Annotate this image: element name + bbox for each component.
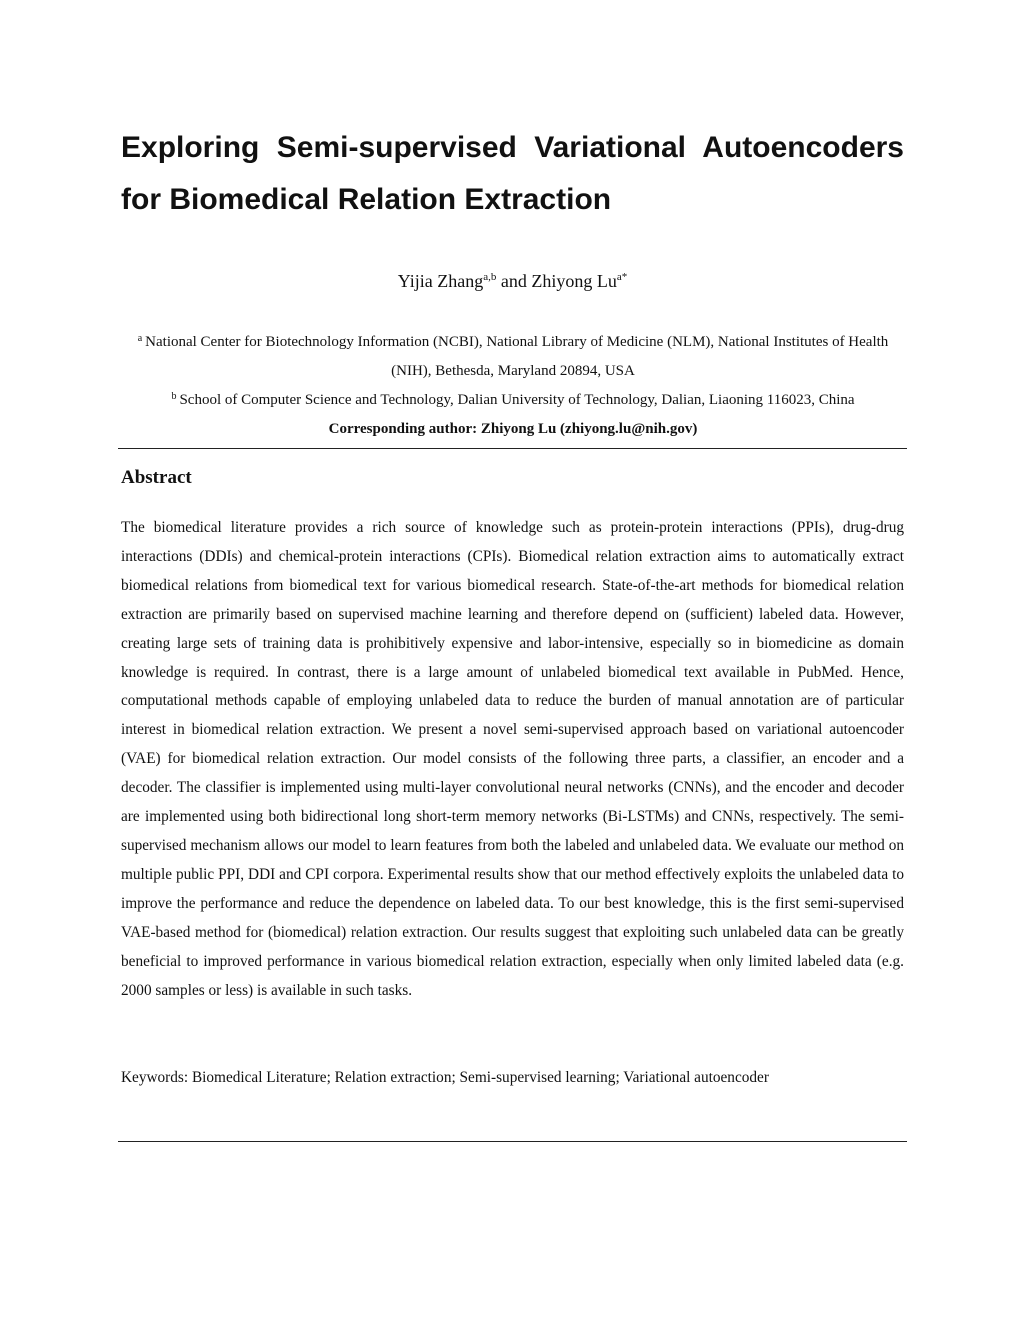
keywords-line: Keywords: Biomedical Literature; Relation extraction; Semi-supervised learning; Variational autoencoder (121, 1069, 769, 1086)
top-divider (118, 448, 907, 449)
author-connector: and (496, 271, 532, 291)
paper-title-line-1: Exploring Semi-supervised Variational Autoencoders (121, 131, 904, 164)
abstract-body: The biomedical literature provides a rich source of knowledge such as protein-protein interactions (PPIs), drug-drug interactions (DDIs) and chemical-protein interactions (CPIs). Biomedical relation extraction aims to automatically extract biomedical relations from biomedical text for various biomedical research. State-of-the-art methods for biomedical relation extraction are primarily based on supervised machine learning and therefore depend on (sufficient) labeled data. However, creating large sets of training data is prohibitively expensive and labor-intensive, especially so in biomedicine as domain knowledge is required. In contrast, there is a large amount of unlabeled biomedical text available in PubMed. Hence, computational methods capable of employing unlabeled data to reduce the burden of manual annotation are of particular interest in biomedical relation extraction. We present a novel semi-supervised approach based on variational autoencoder (VAE) for biomedical relation extraction. Our model consists of the following three parts, a classifier, an encoder and a decoder. The classifier is implemented using multi-layer convolutional neural networks (CNNs), and the encoder and decoder are implemented using both bidirectional long short-term memory networks (Bi-LSTMs) and CNNs, respectively. The semi-supervised mechanism allows our model to learn features from both the labeled and unlabeled data. We evaluate our method on multiple public PPI, DDI and CPI corpora. Experimental results show that our method effectively exploits the unlabeled data to improve the performance and reduce the dependence on labeled data. To our best knowledge, this is the first semi-supervised VAE-based method for (biomedical) relation extraction. Our results suggest that exploiting such unlabeled data can be greatly beneficial to improved performance in various biomedical relation extraction, especially when only limited labeled data (e.g. 2000 samples or less) is available in such tasks. (121, 519, 904, 999)
author-affiliation-mark-1: a,b (483, 271, 497, 283)
bottom-divider (118, 1141, 907, 1142)
affiliation-marker-b: b (171, 391, 177, 402)
paper-title-line-2: for Biomedical Relation Extraction (121, 183, 612, 216)
affiliation-marker-a: a (137, 333, 143, 344)
affiliation-text-a: National Center for Biotechnology Information (NCBI), National Library of Medicine (NLM), National Institutes of Health (NIH), Bethesda, Maryland 20894, USA (145, 334, 889, 379)
affiliation-text-b: School of Computer Science and Technology, Dalian University of Technology, Dalian, Liaoning 116023, China (179, 392, 855, 408)
author-name-1: Yijia Zhang (397, 271, 484, 291)
author-list (121, 266, 904, 296)
affiliation-b (118, 386, 908, 415)
author-name-2: Zhiyong Lu (531, 271, 617, 291)
corresponding-author: Corresponding author: Zhiyong Lu (zhiyong.lu@nih.gov) (328, 421, 698, 437)
paper-title (121, 122, 904, 226)
affiliation-a (118, 328, 908, 386)
abstract-heading: Abstract (121, 467, 192, 488)
author-affiliation-mark-2: a* (616, 271, 628, 283)
